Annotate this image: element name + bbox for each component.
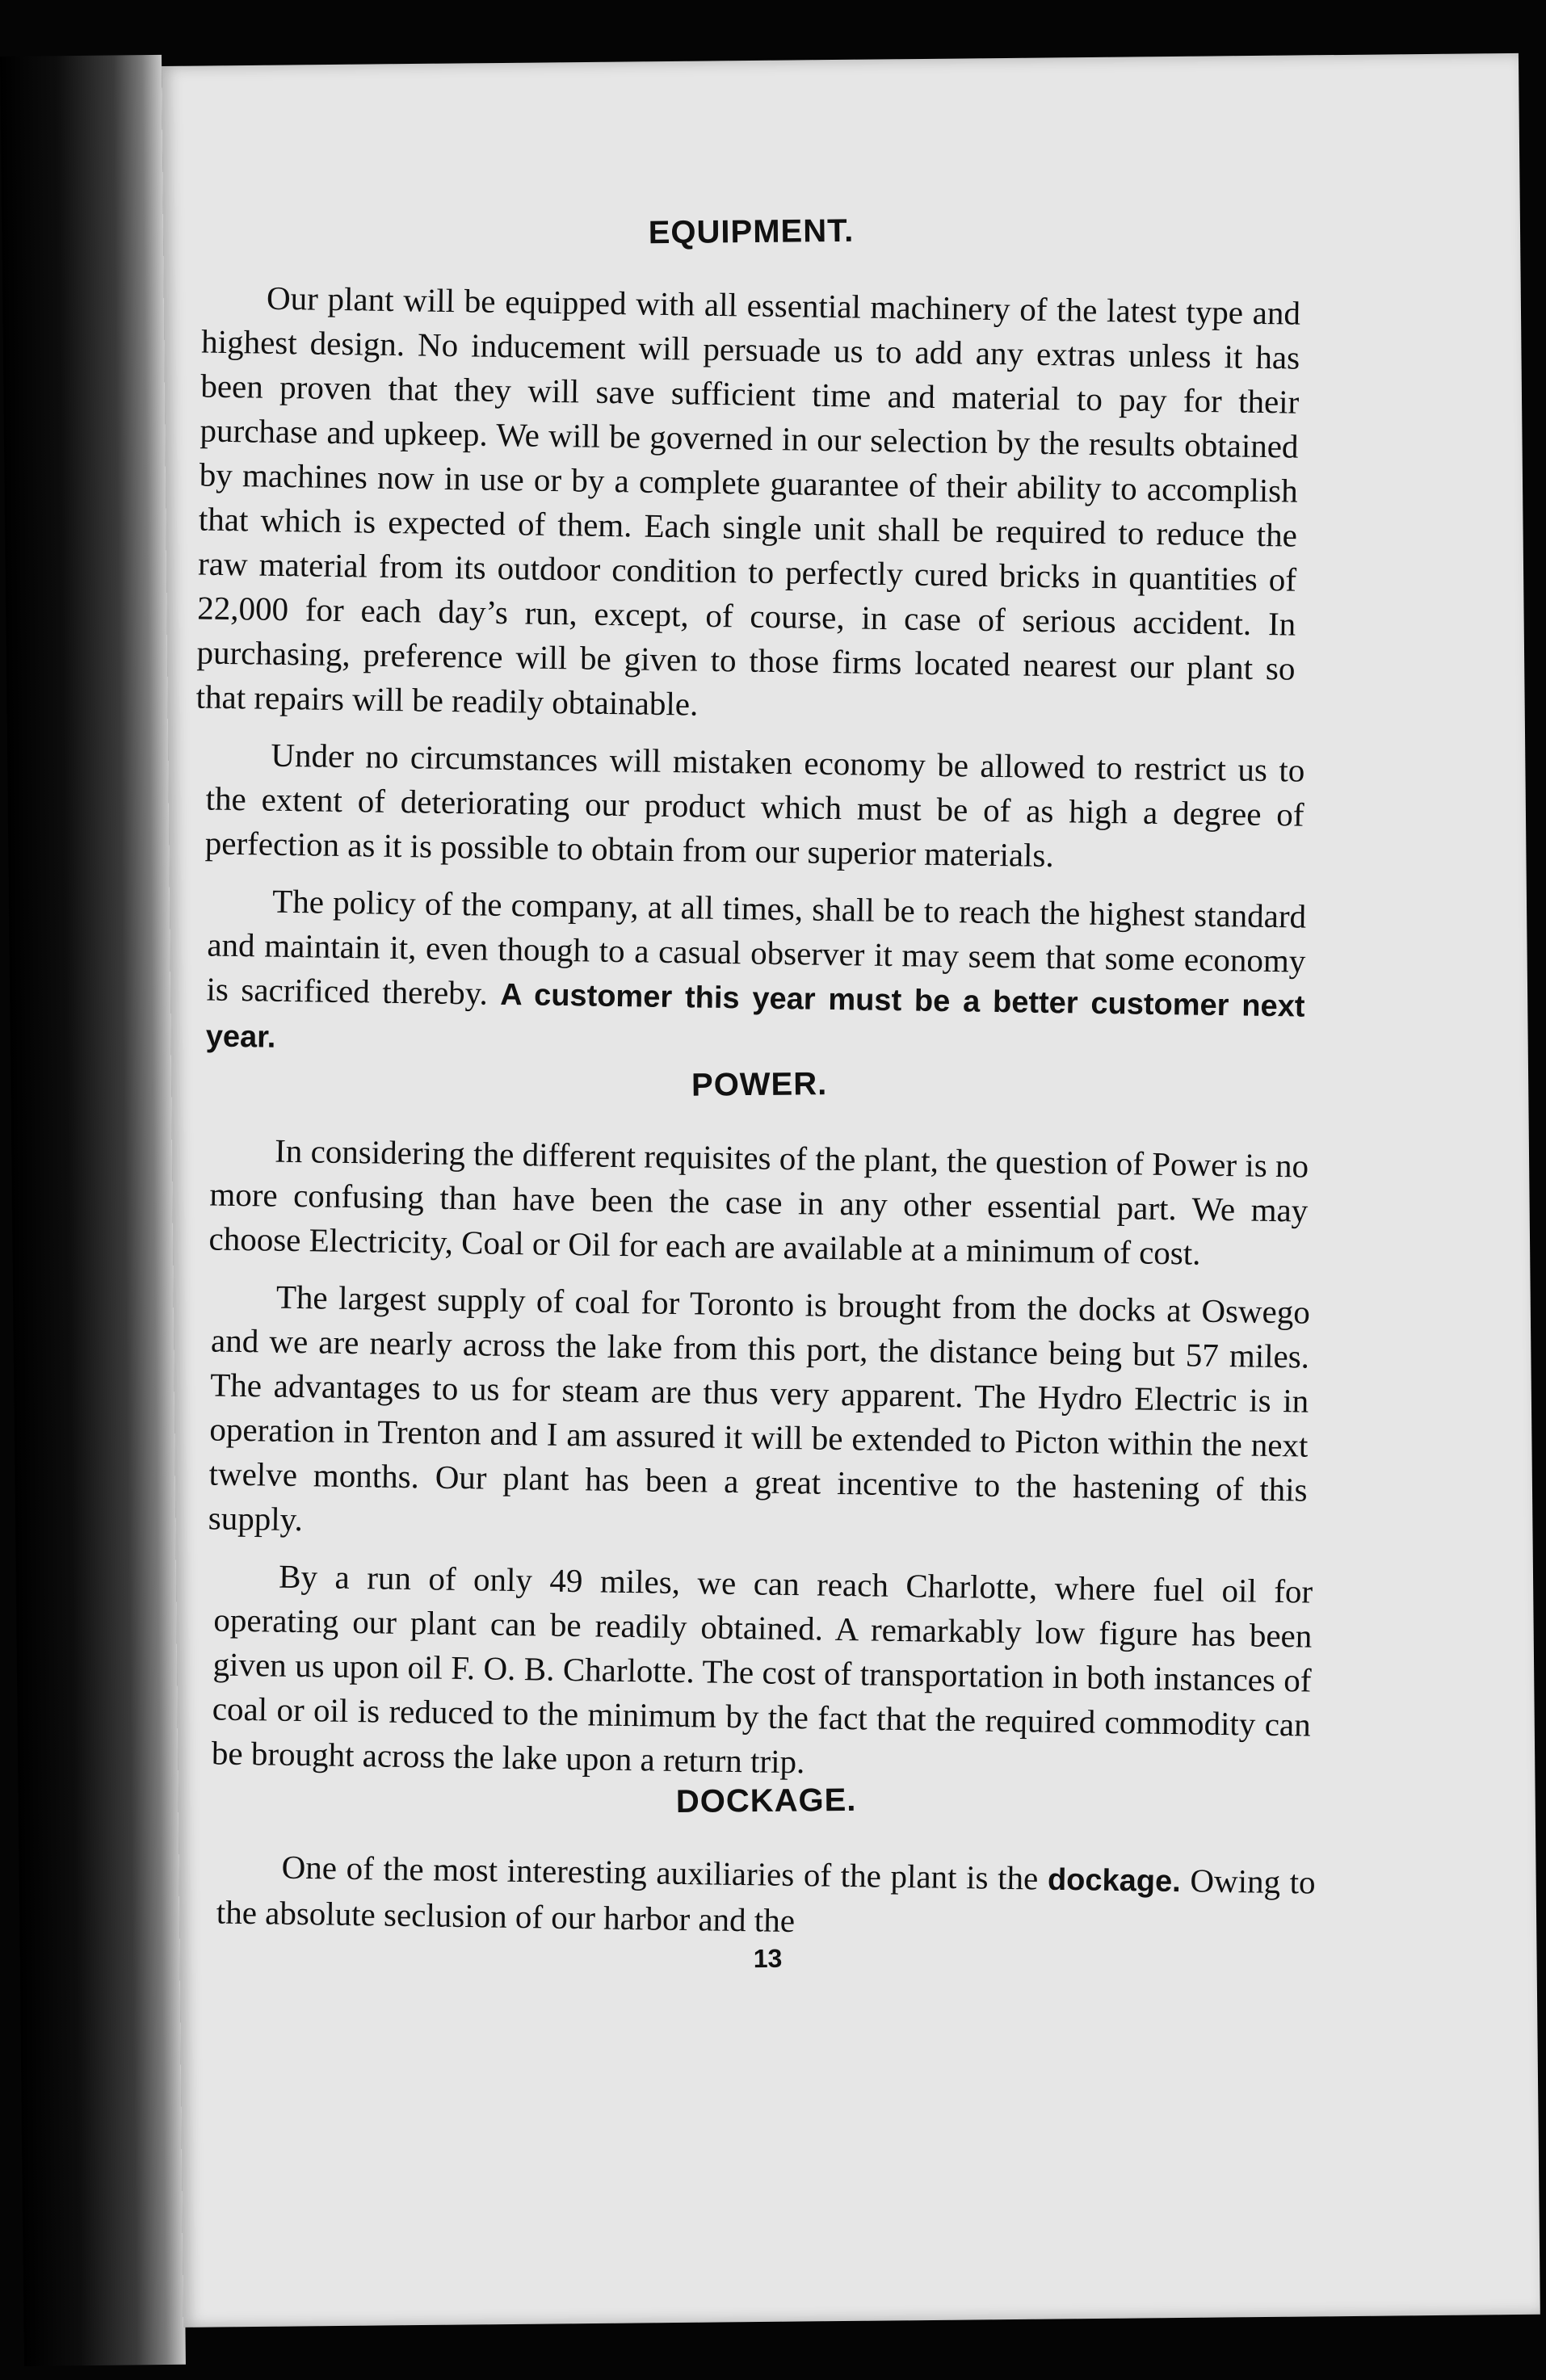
paragraph-text: Owing to the absolute seclusion of our harbor and the <box>216 1862 1316 1940</box>
paragraph: Our plant will be equipped with all essential machinery of the latest type and highest design. No inducement will persuade us to add any extras unless it has been proven that they will save sufficient time and material to pay for their purchase and upkeep. We will be governed in our selection by the results obtained by machines now in use or by a complete guarantee of their ability to accomplish that which is expected of them. Each single unit shall be required to reduce the raw material from its outdoor condition to perfectly cured bricks in quantities of 22,000 for each day’s run, except, of course, in case of serious accident. In purchasing, preference will be given to those firms located nearest our plant so that repairs will be readily obtainable. <box>195 279 1301 723</box>
page-number: 13 <box>753 1943 783 1974</box>
paragraph: In considering the different requisites of the plant, the question of Power is no more confusing than have been the case in any other essential part. We may choose Electricity, Coal or Oil for each are available at a minimum of cost. <box>208 1131 1309 1272</box>
paragraph-text: The policy of the company, at all times, shall be to reach the highest standard and maintain it, even though to a casual observer it may seem that some economy is sacrificed thereby. <box>206 882 1307 1012</box>
section-equipment <box>195 208 1309 1059</box>
paragraph: By a run of only 49 miles, we can reach Charlotte, where fuel oil for operating our plant can be readily obtained. A remarkably low figure has been given us upon oil F. O. B. Charlotte. The cost of transportation in both instances of coal or oil is reduced to the minimum by the fact that the required commodity can be brought across the lake upon a return trip. <box>211 1557 1313 1781</box>
paragraph: Under no circumstances will mistaken economy be allowed to restrict us to the extent of deteriorating our product which must be of as high a degree of perfection as it is possible to obtain from our superior materials. <box>204 736 1305 875</box>
paragraph-text: One of the most interesting auxiliaries of the plant is the <box>281 1848 1039 1897</box>
bold-term: dockage. <box>1047 1862 1182 1899</box>
section-heading: DOCKAGE. <box>675 1782 857 1820</box>
paragraph <box>205 878 1306 1075</box>
section-heading: EQUIPMENT. <box>648 212 855 251</box>
paragraph <box>216 1844 1316 1950</box>
bold-slogan: A customer this year must be a better customer next year. <box>205 977 1305 1055</box>
section-power <box>208 1061 1315 1781</box>
section-dockage <box>216 1778 1317 1940</box>
book-page <box>162 53 1540 2328</box>
paragraph: The largest supply of coal for Toronto is brought from the docks at Oswego and we are nearly across the lake from this port, the distance being but 57 miles. The advantages to us for steam are thus very apparent. The Hydro Electric is in operation in Trenton and I am assured it will be extended to Picton within the next twelve months. Our plant has been a great incentive to the hastening of this supply. <box>208 1278 1311 1538</box>
section-heading: POWER. <box>691 1066 828 1103</box>
book-spine-edge <box>0 55 186 2366</box>
page-content <box>195 208 1317 1979</box>
